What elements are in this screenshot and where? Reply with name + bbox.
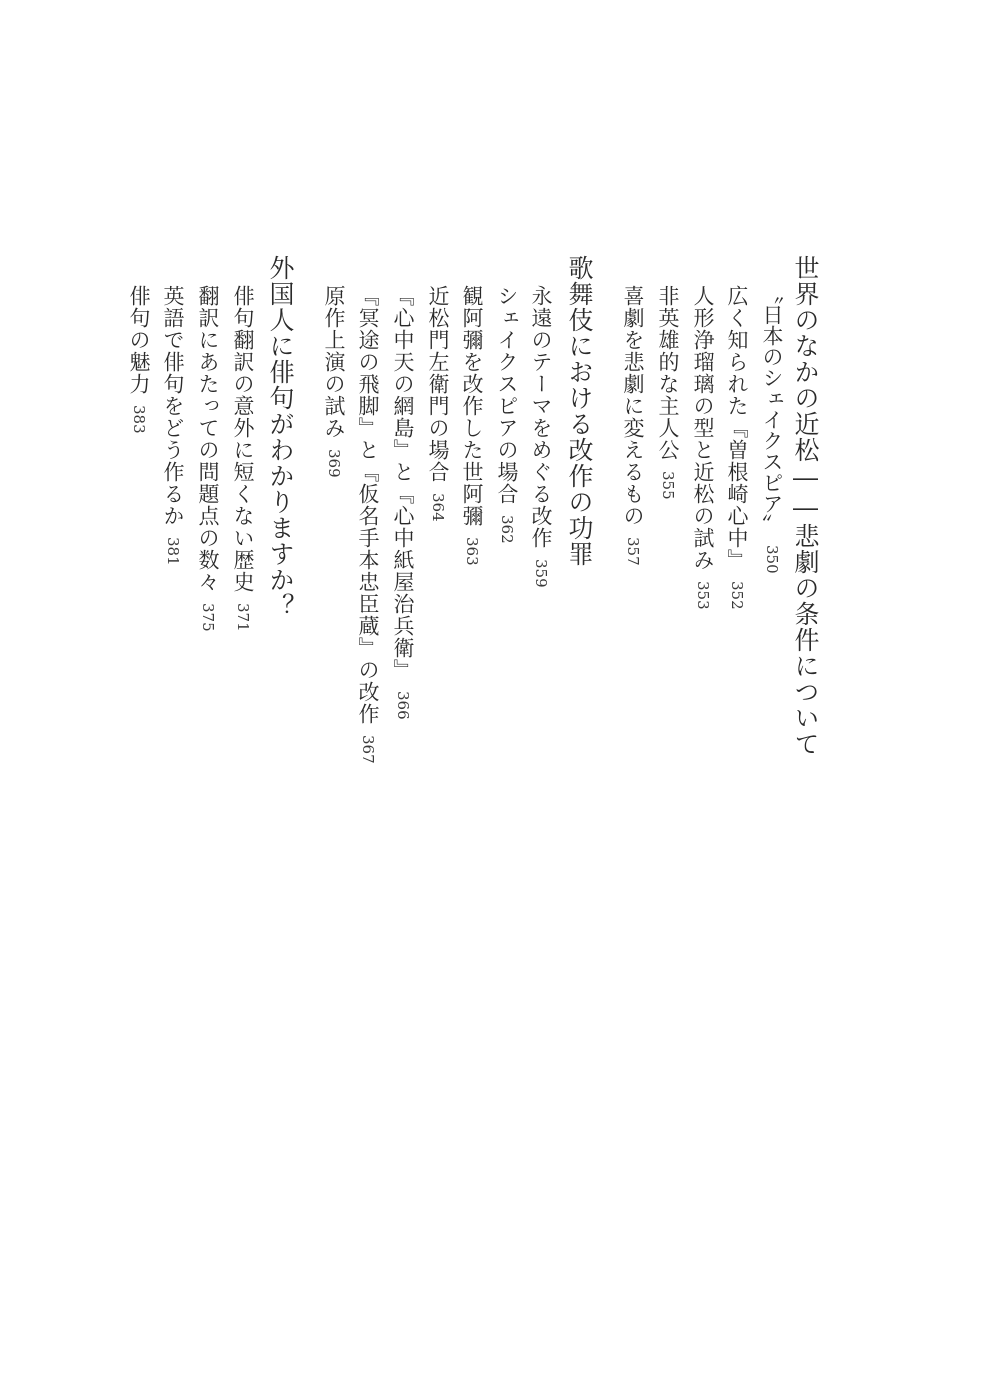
toc-entry [162,285,183,566]
toc-entry-text: 『冥途の飛脚』と『仮名手本忠臣蔵』の改作 [356,285,380,725]
toc-entry-text: シェイクスピアの場合 [495,285,519,505]
toc-entry-page: 352 [728,581,746,610]
toc-entry-page: 355 [659,471,677,500]
toc-entry-page: 369 [325,449,343,478]
toc-entry [323,285,344,478]
toc-entry [461,285,482,566]
toc-entry-text: 俳句翻訳の意外に短くない歴史 [231,285,255,593]
chapter-title [793,255,818,757]
toc-entry-text: 観阿彌を改作した世阿彌 [460,285,484,527]
chapter-title-text: 外国人に俳句がわかりますか？ [266,255,295,619]
toc-entry [128,285,149,434]
toc-entry-text: 喜劇を悲劇に変えるもの [621,285,645,527]
toc-entry-page: 371 [234,603,252,632]
toc-entry [197,285,218,632]
toc-entry [657,285,678,500]
toc-entry-page: 375 [199,603,217,632]
toc-entry-text: 広く知られた『曽根崎心中』 [725,285,749,571]
toc-entry [530,285,551,588]
chapter-title-text: 歌舞伎における改作の功罪 [565,255,594,567]
toc-entry-text: 『心中天の網島』と『心中紙屋治兵衛』 [391,285,415,681]
toc-entry [496,285,517,544]
toc-entry-page: 363 [463,537,481,566]
toc-entry-page: 383 [130,405,148,434]
toc-entry [692,285,713,610]
toc-entry-page: 366 [394,691,412,720]
chapter-title [567,255,592,567]
toc-entry-text: 永遠のテーマをめぐる改作 [529,285,553,549]
toc-entry [622,285,643,566]
toc-entry-page: 367 [359,735,377,764]
toc-entry-text: 〝日本のシェイクスピア〟 [760,283,784,535]
toc-entry-text: 近松門左衛門の場合 [426,285,450,483]
toc-entry-page: 364 [429,493,447,522]
toc-entry [761,283,782,574]
toc-entry-page: 357 [624,537,642,566]
toc-entry-text: 翻訳にあたっての問題点の数々 [196,285,220,593]
toc-entry [357,285,378,764]
toc-entry [427,285,448,522]
toc-entry-page: 359 [532,559,550,588]
toc-entry-page: 350 [763,545,781,574]
toc-entry-text: 人形浄瑠璃の型と近松の試み [691,285,715,571]
toc-entry-page: 381 [164,537,182,566]
toc-entry [392,285,413,720]
toc-entry-page: 362 [498,515,516,544]
toc-entry-text: 原作上演の試み [322,285,346,439]
toc-entry-text: 英語で俳句をどう作るか [161,285,185,527]
toc-entry-page: 353 [694,581,712,610]
toc-entry-text: 俳句の魅力 [127,285,151,395]
chapter-title [268,255,293,619]
toc-entry [232,285,253,632]
toc-entry [726,285,747,610]
chapter-title-text: 世界のなかの近松――悲劇の条件について [791,255,820,757]
toc-entry-text: 非英雄的な主人公 [656,285,680,461]
